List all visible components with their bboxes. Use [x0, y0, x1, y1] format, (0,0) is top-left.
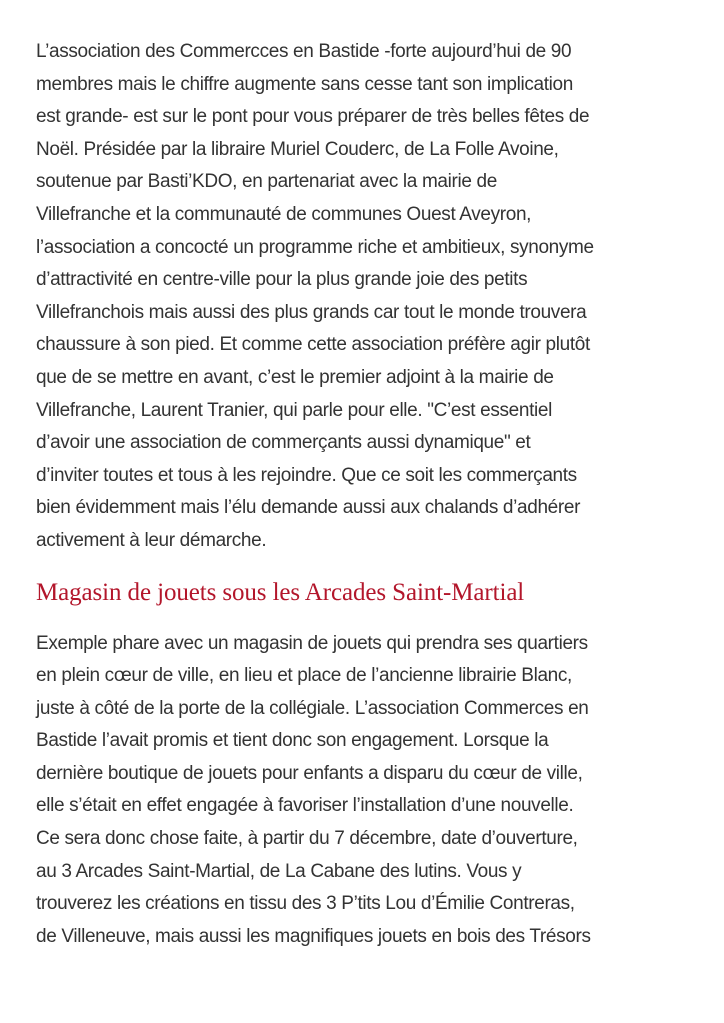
paragraph-line: elle s’était en effet engagée à favoriser l’installation d’une nouvelle. — [36, 795, 574, 817]
article-body — [36, 36, 696, 953]
paragraph-line: Noël. Présidée par la libraire Muriel Couderc, de La Folle Avoine, — [36, 138, 559, 160]
paragraph-line: en plein cœur de ville, en lieu et place de l’ancienne librairie Blanc, — [36, 665, 572, 687]
article-paragraph-toy-shop — [36, 628, 696, 954]
paragraph-line: Ce sera donc chose faite, à partir du 7 décembre, date d’ouverture, — [36, 828, 578, 850]
paragraph-line: de Villeneuve, mais aussi les magnifiques jouets en bois des Trésors — [36, 925, 591, 947]
paragraph-line: soutenue par Basti’KDO, en partenariat avec la mairie de — [36, 171, 497, 193]
paragraph-line: membres mais le chiffre augmente sans cesse tant son implication — [36, 73, 573, 95]
paragraph-line: bien évidemment mais l’élu demande aussi aux chalands d’adhérer — [36, 497, 581, 519]
paragraph-line: Villefranche, Laurent Tranier, qui parle pour elle. "C’est essentiel — [36, 399, 552, 421]
paragraph-line: au 3 Arcades Saint-Martial, de La Cabane des lutins. Vous y — [36, 860, 522, 882]
paragraph-line: L’association des Commercces en Bastide -forte aujourd’hui de 90 — [36, 41, 572, 62]
article-paragraph-intro — [36, 36, 696, 558]
paragraph-line: que de se mettre en avant, c’est le premier adjoint à la mairie de — [36, 366, 554, 388]
paragraph-line: activement à leur démarche. — [36, 529, 267, 551]
paragraph-line: d’avoir une association de commerçants aussi dynamique" et — [36, 432, 531, 454]
paragraph-line: Villefranche et la communauté de communes Ouest Aveyron, — [36, 203, 532, 225]
paragraph-line: trouverez les créations en tissu des 3 P’tits Lou d’Émilie Contreras, — [36, 893, 575, 915]
paragraph-line: l’association a concocté un programme riche et ambitieux, synonyme — [36, 236, 594, 258]
paragraph-line: d’inviter toutes et tous à les rejoindre. Que ce soit les commerçants — [36, 464, 577, 486]
paragraph-line: chaussure à son pied. Et comme cette association préfère agir plutôt — [36, 334, 590, 356]
paragraph-line: Exemple phare avec un magasin de jouets qui prendra ses quartiers — [36, 632, 588, 654]
section-heading: Magasin de jouets sous les Arcades Saint-Martial — [36, 578, 525, 606]
paragraph-line: Villefranchois mais aussi des plus grands car tout le monde trouvera — [36, 301, 587, 323]
paragraph-line: Bastide l’avait promis et tient donc son engagement. Lorsque la — [36, 730, 549, 752]
paragraph-line: dernière boutique de jouets pour enfants a disparu du cœur de ville, — [36, 762, 583, 784]
paragraph-line: est grande- est sur le pont pour vous préparer de très belles fêtes de — [36, 106, 590, 128]
paragraph-line: juste à côté de la porte de la collégiale. L’association Commerces en — [36, 697, 589, 719]
paragraph-line: d’attractivité en centre-ville pour la plus grande joie des petits — [36, 269, 528, 291]
